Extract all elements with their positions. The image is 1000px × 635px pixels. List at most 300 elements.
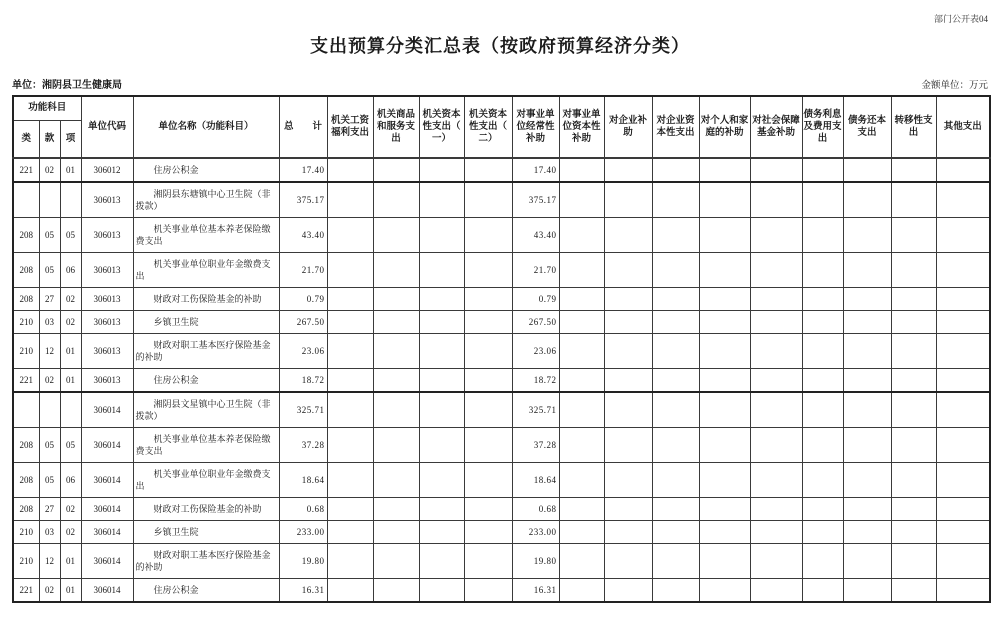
cell-item: 05 [60,218,81,253]
cell-econ-13 [891,288,936,311]
cell-econ-13 [891,428,936,463]
cell-class: 208 [13,288,39,311]
cell-econ-9 [699,521,750,544]
cell-econ-8 [652,544,699,579]
cell-econ-13 [891,392,936,428]
col-header-econ-13: 转移性支出 [891,96,936,158]
cell-total: 43.40 [279,218,327,253]
cell-econ-13 [891,253,936,288]
cell-econ-13 [891,369,936,393]
cell-econ-9 [699,544,750,579]
cell-econ-1 [327,158,373,182]
cell-econ-8 [652,369,699,393]
cell-econ-13 [891,521,936,544]
cell-unit-name: 住房公积金 [133,158,279,182]
cell-item: 05 [60,428,81,463]
cell-econ-10 [750,498,802,521]
cell-total: 0.68 [279,498,327,521]
cell-econ-2 [373,288,419,311]
cell-econ-8 [652,182,699,218]
table-row [13,253,990,288]
cell-econ-10 [750,253,802,288]
cell-econ-5: 17.40 [512,158,559,182]
cell-class: 208 [13,463,39,498]
cell-item: 01 [60,544,81,579]
col-header-econ-10: 对社会保障基金补助 [750,96,802,158]
cell-econ-2 [373,521,419,544]
meta-row [12,76,988,91]
cell-econ-2 [373,463,419,498]
col-header-func-group: 功能科目 [13,96,81,120]
cell-econ-7 [604,392,652,428]
cell-econ-1 [327,253,373,288]
cell-econ-14 [936,218,990,253]
cell-unit-code: 306014 [81,579,133,603]
cell-econ-10 [750,428,802,463]
cell-econ-4 [464,544,512,579]
cell-econ-6 [559,521,604,544]
cell-econ-9 [699,463,750,498]
cell-econ-8 [652,579,699,603]
cell-econ-11 [802,288,843,311]
cell-econ-7 [604,428,652,463]
cell-econ-6 [559,428,604,463]
cell-econ-2 [373,498,419,521]
cell-econ-6 [559,158,604,182]
cell-econ-1 [327,182,373,218]
cell-class [13,392,39,428]
cell-econ-14 [936,579,990,603]
cell-total: 267.50 [279,311,327,334]
cell-econ-1 [327,544,373,579]
cell-econ-9 [699,369,750,393]
cell-econ-6 [559,253,604,288]
cell-unit-code: 306013 [81,311,133,334]
cell-econ-1 [327,521,373,544]
cell-econ-6 [559,182,604,218]
cell-econ-3 [419,428,464,463]
cell-section: 27 [39,288,60,311]
cell-econ-8 [652,392,699,428]
cell-section: 05 [39,218,60,253]
cell-unit-name: 机关事业单位基本养老保险缴费支出 [133,218,279,253]
cell-econ-3 [419,311,464,334]
col-header-econ-14: 其他支出 [936,96,990,158]
cell-econ-7 [604,579,652,603]
cell-econ-8 [652,218,699,253]
cell-econ-10 [750,392,802,428]
cell-econ-9 [699,334,750,369]
cell-section: 03 [39,521,60,544]
cell-econ-10 [750,311,802,334]
cell-econ-1 [327,392,373,428]
cell-econ-14 [936,158,990,182]
cell-econ-4 [464,579,512,603]
cell-class: 208 [13,218,39,253]
cell-econ-4 [464,463,512,498]
cell-econ-10 [750,182,802,218]
cell-econ-5: 325.71 [512,392,559,428]
cell-econ-5: 18.72 [512,369,559,393]
cell-unit-name: 机关事业单位职业年金缴费支出 [133,253,279,288]
cell-econ-5: 21.70 [512,253,559,288]
cell-econ-12 [843,311,891,334]
cell-unit-name: 乡镇卫生院 [133,311,279,334]
cell-section: 02 [39,579,60,603]
cell-econ-7 [604,182,652,218]
cell-econ-4 [464,334,512,369]
cell-econ-2 [373,253,419,288]
cell-econ-3 [419,544,464,579]
cell-unit-code: 306012 [81,158,133,182]
cell-econ-12 [843,288,891,311]
cell-section: 03 [39,311,60,334]
cell-econ-11 [802,463,843,498]
cell-econ-14 [936,311,990,334]
cell-section: 02 [39,369,60,393]
col-header-func-section: 款 [39,120,60,158]
col-header-unit-name: 单位名称（功能科目） [133,96,279,158]
cell-econ-2 [373,392,419,428]
cell-econ-12 [843,218,891,253]
cell-econ-10 [750,369,802,393]
cell-item: 01 [60,369,81,393]
cell-econ-5: 37.28 [512,428,559,463]
cell-econ-8 [652,498,699,521]
cell-econ-7 [604,334,652,369]
cell-econ-2 [373,182,419,218]
cell-econ-4 [464,288,512,311]
cell-econ-9 [699,428,750,463]
col-header-econ-9: 对个人和家庭的补助 [699,96,750,158]
cell-econ-1 [327,334,373,369]
cell-econ-4 [464,311,512,334]
cell-econ-9 [699,253,750,288]
cell-econ-1 [327,498,373,521]
cell-econ-14 [936,334,990,369]
cell-total: 325.71 [279,392,327,428]
cell-econ-10 [750,463,802,498]
cell-econ-11 [802,182,843,218]
cell-econ-8 [652,253,699,288]
cell-unit-name: 湘阴县东塘镇中心卫生院（非拨款） [133,182,279,218]
cell-econ-14 [936,428,990,463]
cell-econ-9 [699,392,750,428]
cell-econ-2 [373,369,419,393]
cell-econ-11 [802,334,843,369]
cell-econ-8 [652,463,699,498]
cell-econ-6 [559,498,604,521]
cell-class: 221 [13,158,39,182]
cell-econ-12 [843,428,891,463]
table-row [13,182,990,218]
cell-unit-name: 财政对工伤保险基金的补助 [133,498,279,521]
cell-econ-14 [936,369,990,393]
col-header-econ-1: 机关工资福利支出 [327,96,373,158]
cell-class: 210 [13,334,39,369]
page-title: 支出预算分类汇总表（按政府预算经济分类） [310,36,690,56]
cell-econ-3 [419,392,464,428]
cell-econ-14 [936,253,990,288]
cell-econ-8 [652,521,699,544]
table-row [13,288,990,311]
cell-total: 21.70 [279,253,327,288]
cell-econ-13 [891,182,936,218]
cell-econ-3 [419,463,464,498]
cell-econ-3 [419,253,464,288]
cell-econ-14 [936,182,990,218]
cell-econ-11 [802,579,843,603]
cell-unit-code: 306013 [81,218,133,253]
cell-econ-5: 43.40 [512,218,559,253]
cell-econ-5: 19.80 [512,544,559,579]
col-header-econ-2: 机关商品和服务支出 [373,96,419,158]
cell-econ-2 [373,334,419,369]
cell-econ-10 [750,544,802,579]
cell-econ-14 [936,521,990,544]
cell-econ-7 [604,463,652,498]
cell-econ-5: 18.64 [512,463,559,498]
cell-econ-9 [699,579,750,603]
cell-item: 06 [60,253,81,288]
cell-unit-code: 306014 [81,521,133,544]
cell-econ-8 [652,311,699,334]
cell-econ-11 [802,369,843,393]
cell-econ-12 [843,463,891,498]
cell-econ-7 [604,544,652,579]
cell-econ-13 [891,218,936,253]
cell-econ-12 [843,369,891,393]
table-row [13,392,990,428]
table-row [13,579,990,603]
cell-econ-7 [604,498,652,521]
table-body [13,158,990,602]
cell-unit-code: 306013 [81,182,133,218]
cell-econ-5: 375.17 [512,182,559,218]
cell-class: 210 [13,311,39,334]
cell-econ-9 [699,311,750,334]
cell-econ-4 [464,253,512,288]
col-header-econ-11: 债务利息及费用支出 [802,96,843,158]
cell-econ-1 [327,288,373,311]
cell-item: 02 [60,498,81,521]
cell-econ-1 [327,428,373,463]
cell-econ-6 [559,218,604,253]
cell-econ-2 [373,311,419,334]
cell-econ-7 [604,311,652,334]
cell-econ-7 [604,218,652,253]
cell-econ-9 [699,218,750,253]
cell-class: 221 [13,579,39,603]
cell-unit-code: 306013 [81,253,133,288]
cell-econ-12 [843,521,891,544]
cell-unit-name: 财政对职工基本医疗保险基金的补助 [133,544,279,579]
cell-econ-3 [419,498,464,521]
cell-econ-4 [464,218,512,253]
cell-econ-2 [373,158,419,182]
cell-econ-14 [936,463,990,498]
cell-econ-10 [750,579,802,603]
cell-econ-5: 0.68 [512,498,559,521]
cell-econ-7 [604,521,652,544]
cell-econ-5: 233.00 [512,521,559,544]
cell-econ-3 [419,521,464,544]
cell-econ-11 [802,158,843,182]
cell-econ-13 [891,579,936,603]
cell-econ-7 [604,288,652,311]
budget-table [12,95,991,603]
cell-item: 02 [60,521,81,544]
cell-section: 02 [39,158,60,182]
cell-econ-11 [802,428,843,463]
table-row [13,498,990,521]
cell-econ-3 [419,288,464,311]
cell-econ-10 [750,158,802,182]
cell-unit-code: 306014 [81,544,133,579]
cell-econ-6 [559,392,604,428]
cell-econ-1 [327,218,373,253]
cell-econ-7 [604,369,652,393]
cell-econ-13 [891,158,936,182]
cell-econ-6 [559,463,604,498]
cell-unit-name: 住房公积金 [133,579,279,603]
cell-class: 208 [13,253,39,288]
col-header-econ-6: 对事业单位资本性补助 [559,96,604,158]
cell-unit-name: 机关事业单位基本养老保险缴费支出 [133,428,279,463]
cell-econ-12 [843,334,891,369]
cell-class: 221 [13,369,39,393]
cell-econ-11 [802,311,843,334]
cell-econ-12 [843,158,891,182]
cell-unit-name: 乡镇卫生院 [133,521,279,544]
cell-item: 02 [60,288,81,311]
cell-total: 0.79 [279,288,327,311]
cell-econ-1 [327,463,373,498]
cell-class [13,182,39,218]
cell-econ-3 [419,369,464,393]
cell-econ-11 [802,521,843,544]
cell-econ-11 [802,544,843,579]
cell-econ-11 [802,253,843,288]
cell-section [39,392,60,428]
cell-econ-5: 0.79 [512,288,559,311]
cell-econ-13 [891,334,936,369]
cell-section: 05 [39,428,60,463]
cell-econ-4 [464,369,512,393]
col-header-econ-12: 债务还本支出 [843,96,891,158]
cell-unit-code: 306013 [81,334,133,369]
cell-econ-9 [699,288,750,311]
cell-item: 01 [60,158,81,182]
cell-class: 208 [13,428,39,463]
col-header-econ-4: 机关资本性支出（二） [464,96,512,158]
cell-econ-10 [750,288,802,311]
cell-econ-12 [843,498,891,521]
cell-econ-1 [327,369,373,393]
cell-unit-name: 湘阴县文星镇中心卫生院（非拨款） [133,392,279,428]
cell-econ-9 [699,182,750,218]
table-row [13,158,990,182]
table-row [13,428,990,463]
cell-total: 16.31 [279,579,327,603]
col-header-total: 总 计 [279,96,327,158]
cell-econ-13 [891,498,936,521]
cell-unit-code: 306014 [81,498,133,521]
cell-total: 19.80 [279,544,327,579]
cell-class: 210 [13,544,39,579]
cell-econ-4 [464,158,512,182]
cell-econ-2 [373,579,419,603]
cell-econ-14 [936,498,990,521]
table-row [13,218,990,253]
table-row [13,463,990,498]
cell-econ-6 [559,334,604,369]
cell-econ-8 [652,428,699,463]
cell-econ-3 [419,218,464,253]
cell-econ-8 [652,158,699,182]
col-header-econ-5: 对事业单位经常性补助 [512,96,559,158]
cell-econ-12 [843,182,891,218]
cell-econ-5: 267.50 [512,311,559,334]
cell-total: 37.28 [279,428,327,463]
cell-econ-9 [699,498,750,521]
cell-section: 05 [39,253,60,288]
cell-item [60,182,81,218]
col-header-econ-7: 对企业补助 [604,96,652,158]
cell-section: 12 [39,544,60,579]
table-header [13,96,990,158]
table-row [13,369,990,393]
cell-econ-10 [750,334,802,369]
cell-econ-3 [419,158,464,182]
cell-unit-name: 财政对工伤保险基金的补助 [133,288,279,311]
cell-econ-3 [419,579,464,603]
cell-econ-14 [936,544,990,579]
col-header-econ-8: 对企业资本性支出 [652,96,699,158]
cell-item [60,392,81,428]
cell-econ-4 [464,428,512,463]
cell-econ-7 [604,253,652,288]
cell-unit-code: 306014 [81,392,133,428]
table-row [13,311,990,334]
cell-econ-2 [373,218,419,253]
cell-econ-6 [559,544,604,579]
cell-item: 01 [60,334,81,369]
cell-econ-13 [891,463,936,498]
cell-econ-4 [464,521,512,544]
cell-total: 18.64 [279,463,327,498]
cell-section: 27 [39,498,60,521]
table-row [13,521,990,544]
cell-econ-12 [843,392,891,428]
cell-class: 210 [13,521,39,544]
cell-econ-9 [699,158,750,182]
cell-class: 208 [13,498,39,521]
cell-econ-11 [802,218,843,253]
cell-econ-13 [891,544,936,579]
cell-item: 02 [60,311,81,334]
cell-econ-3 [419,334,464,369]
amount-unit-label: 金额单位：万元 [921,81,988,91]
cell-econ-4 [464,392,512,428]
cell-econ-12 [843,579,891,603]
unit-label: 单位：湘阴县卫生健康局 [12,80,122,91]
cell-econ-8 [652,334,699,369]
cell-unit-code: 306013 [81,369,133,393]
table-row [13,544,990,579]
table-row [13,334,990,369]
cell-section: 05 [39,463,60,498]
